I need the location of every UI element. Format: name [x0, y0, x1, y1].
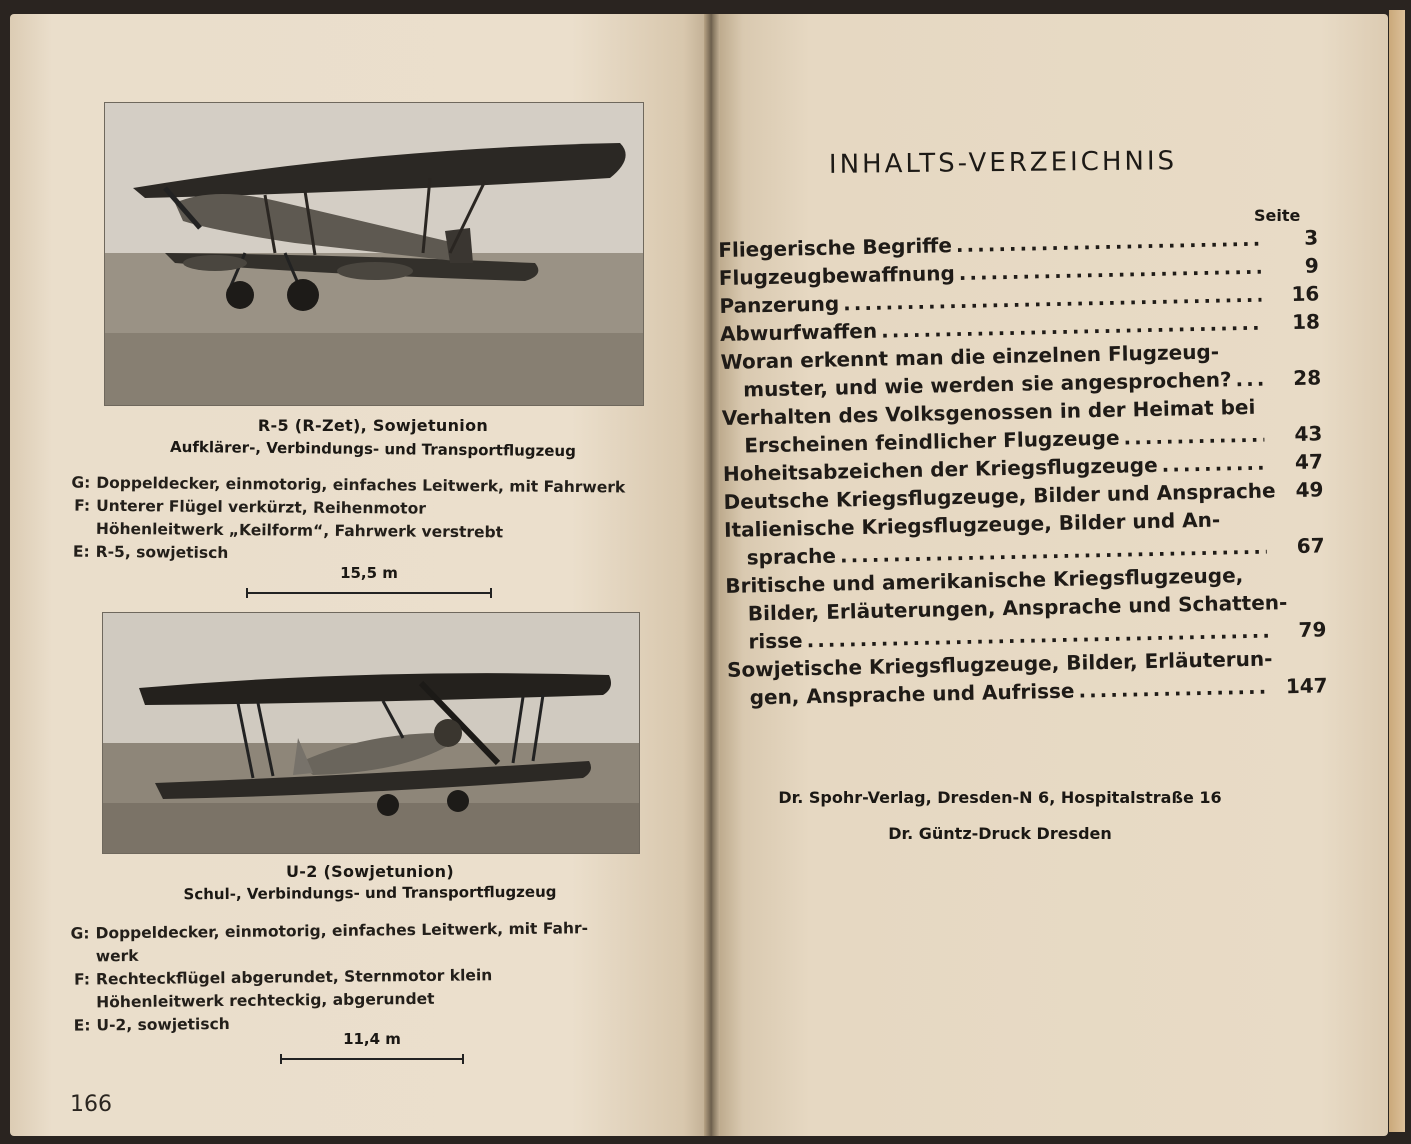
toc-page-number: 28: [1293, 365, 1322, 390]
photo-r5-biplane: [104, 102, 644, 406]
toc-page-number: 47: [1294, 449, 1324, 474]
spec-row: Höhenleitwerk „Keilform“, Fahrwerk verstrebt: [95, 519, 504, 542]
r5-span-value: 15,5 m: [340, 564, 398, 582]
book-spine: [704, 14, 720, 1136]
toc-page-number: 49: [1295, 477, 1324, 502]
toc-entry: Italienische Kriegsflugzeuge, Bilder und An- sprache ..... 67: [724, 503, 1325, 572]
toc-entry: Flugzeugbewaffnung ..... 9: [719, 251, 1319, 292]
toc-entry: Verhalten des Volksgenossen in der Heimat bei Erscheinen feindlicher Flugzeuge ..... 43: [722, 391, 1323, 460]
u2-span-value: 11,4 m: [343, 1030, 401, 1048]
table-of-contents: [718, 223, 1328, 711]
toc-page-number: 16: [1291, 281, 1320, 306]
spec-row: F: Rechteckflügel abgerundet, Sternmotor klein: [73, 966, 493, 989]
toc-page-number: 43: [1294, 421, 1323, 446]
page-edge: [1389, 10, 1405, 1132]
toc-page-number: 67: [1296, 533, 1325, 558]
r5-subtitle: Aufklärer-, Verbindungs- und Transportflugzeug: [170, 437, 576, 461]
toc-entry: Woran erkennt man die einzelnen Flugzeug- muster, und wie werden sie angesprochen? ..... 28: [720, 335, 1321, 404]
r5-title: R-5 (R-Zet), Sowjetunion: [257, 416, 489, 435]
spec-row: G: Doppeldecker, einmotorig, einfaches Leitwerk, mit Fahrwerk: [71, 473, 626, 497]
toc-entry: Sowjetische Kriegsflugzeuge, Bilder, Erläuterun- gen, Ansprache und Aufrisse ..... 147: [727, 643, 1328, 712]
toc-entry: Abwurfwaffen ..... 18: [720, 307, 1320, 348]
toc-entry: Panzerung ..... 16: [719, 279, 1319, 320]
toc-entry: Deutsche Kriegsflugzeuge, Bilder und Ansprache 49: [723, 477, 1324, 514]
spec-row: F: Unterer Flügel verkürzt, Reihenmotor: [74, 496, 426, 518]
spec-row: E: U-2, sowjetisch: [73, 1015, 230, 1035]
page-number: 166: [70, 1092, 112, 1117]
toc-page-number: 147: [1285, 673, 1328, 699]
toc-page-number: 9: [1304, 253, 1319, 278]
printer-line: Dr. Güntz-Druck Dresden: [888, 824, 1112, 843]
spec-row: Höhenleitwerk rechteckig, abgerundet: [96, 989, 435, 1012]
toc-entry: Britische und amerikanische Kriegsflugzeuge, Bilder, Erläuterungen, Ansprache und Schatten- risse ..... 79: [725, 559, 1327, 656]
page-column-label: Seite: [1254, 206, 1301, 225]
r5-specs: [62, 472, 626, 569]
r5-span-scale: [246, 564, 492, 600]
toc-entry: Fliegerische Begriffe ..... 3: [718, 223, 1318, 264]
u2-subtitle: Schul-, Verbindungs- und Transportflugzeug: [183, 882, 557, 904]
u2-title: U-2 (Sowjetunion): [286, 862, 454, 881]
spec-row: werk: [95, 946, 139, 966]
toc-page-number: 3: [1303, 225, 1319, 250]
u2-span-scale: [280, 1030, 464, 1066]
publisher-line: Dr. Spohr-Verlag, Dresden-N 6, Hospitalstraße 16: [778, 788, 1222, 807]
toc-entry: Hoheitsabzeichen der Kriegsflugzeuge ..... 47: [723, 447, 1323, 488]
toc-page-number: 18: [1291, 309, 1321, 334]
photo-u2-biplane: [102, 612, 640, 854]
spec-row: G: Doppeldecker, einmotorig, einfaches Leitwerk, mit Fahr-: [70, 919, 589, 943]
toc-page-number: 79: [1298, 617, 1327, 642]
toc-title: INHALTS-VERZEICHNIS: [828, 146, 1178, 180]
spec-row: E: R-5, sowjetisch: [72, 542, 229, 562]
scale-bar: [280, 1054, 464, 1064]
scale-bar: [246, 588, 492, 598]
u2-specs: [61, 917, 589, 1038]
